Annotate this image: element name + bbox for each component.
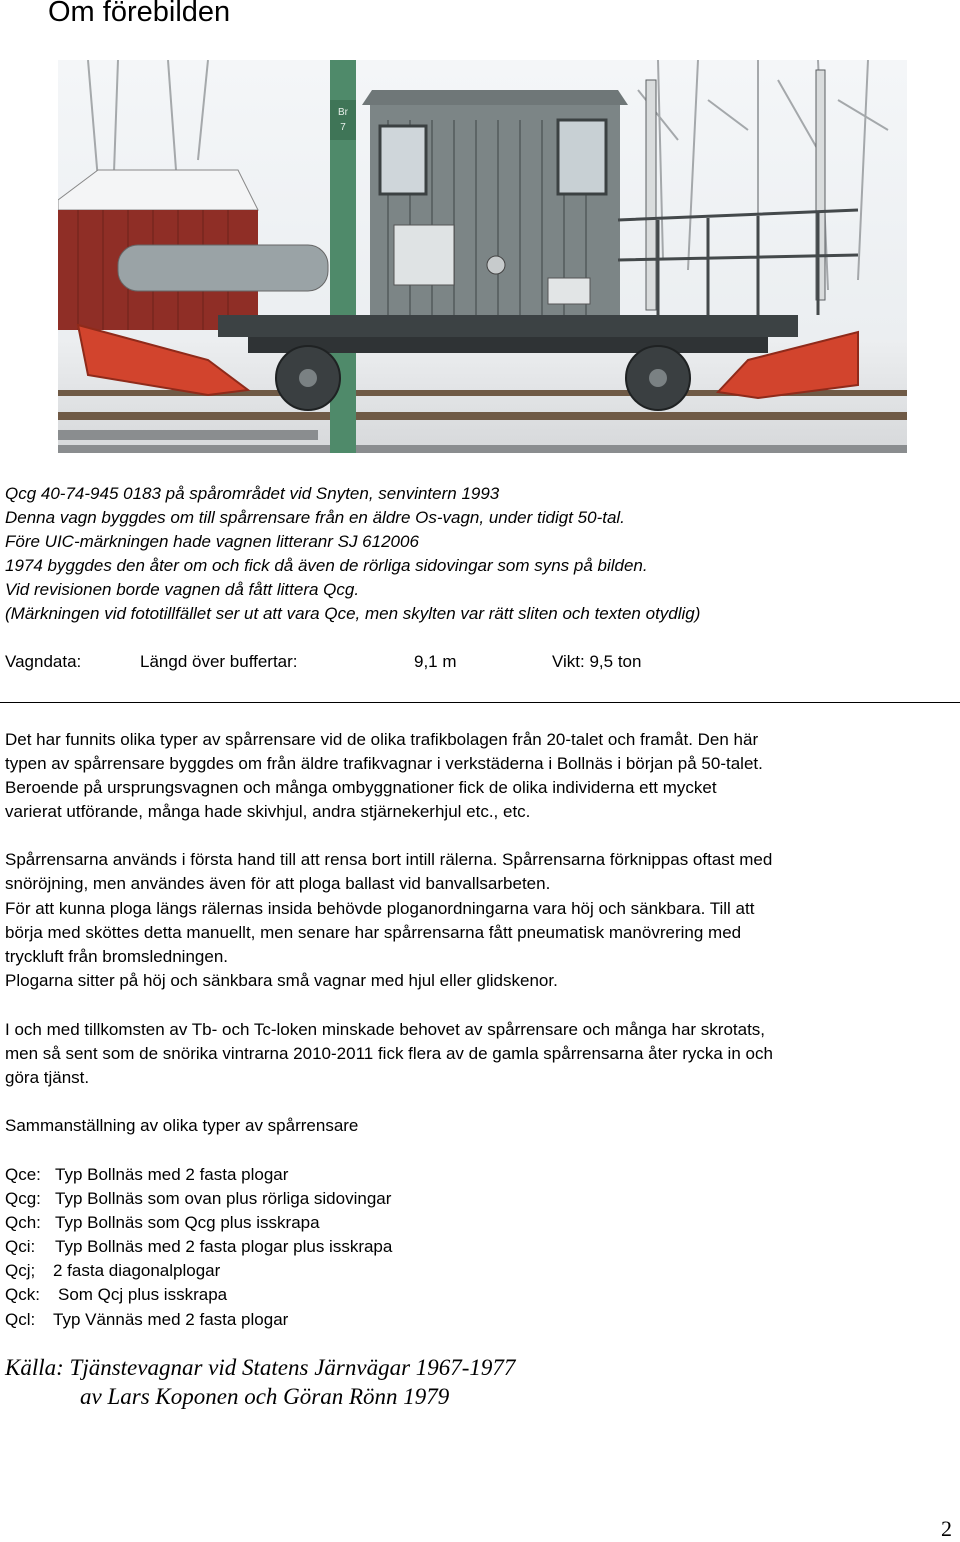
type-desc: Typ Bollnäs som ovan plus rörliga sidovingar (55, 1189, 392, 1208)
paragraph-line: varierat utförande, många hade skivhjul, andra stjärnekerhjul etc., etc. (5, 802, 531, 821)
signal-plate-line2: 7 (340, 122, 346, 133)
paragraph-line: typen av spårrensare byggdes om från äldre trafikvagnar i verkstäderna i Bollnäs i början på 50-talet. (5, 754, 763, 773)
type-code: Qcg: (5, 1189, 41, 1208)
paragraph-line: Beroende på ursprungsvagnen och många ombyggnationer fick de olika individerna ett mycket (5, 778, 717, 797)
paragraph-line: tryckluft från bromsledningen. (5, 947, 228, 966)
summary-heading: Sammanställning av olika typer av spårrensare (5, 1116, 359, 1135)
source-line-2: av Lars Koponen och Göran Rönn 1979 (80, 1384, 450, 1409)
paragraph-line: Det har funnits olika typer av spårrensare vid de olika trafikbolagen från 20-talet och framåt. Den här (5, 730, 759, 749)
weight-value: Vikt: 9,5 ton (552, 652, 642, 671)
paragraph-line: Plogarna sitter på höj och sänkbara små vagnar med hjul eller glidskenor. (5, 971, 558, 990)
type-desc: Som Qcj plus isskrapa (58, 1285, 228, 1304)
type-code: Qck: (5, 1285, 40, 1304)
length-label: Längd över buffertar: (140, 652, 298, 671)
source-line-1: Källa: Tjänstevagnar vid Statens Järnvägar 1967-1977 (5, 1355, 516, 1380)
paragraph-line: göra tjänst. (5, 1068, 90, 1087)
type-desc: Typ Bollnäs som Qcg plus isskrapa (55, 1213, 320, 1232)
type-desc: Typ Bollnäs med 2 fasta plogar (55, 1165, 289, 1184)
caption-line-3: Före UIC-märkningen hade vagnen litteranr SJ 612006 (5, 532, 419, 551)
page-title: Om förebilden (48, 0, 231, 28)
vagndata-label: Vagndata: (5, 652, 82, 671)
caption-line-1: Qcg 40-74-945 0183 på spårområdet vid Snyten, senvintern 1993 (5, 484, 500, 503)
signal-plate-line1: Br (338, 107, 348, 118)
type-code: Qcj; (5, 1261, 36, 1280)
paragraph-line: I och med tillkomsten av Tb- och Tc-loken minskade behovet av spårrensare och många har skrotats, (5, 1020, 766, 1039)
type-desc: Typ Bollnäs med 2 fasta plogar plus isskrapa (55, 1237, 393, 1256)
paragraph-line: snöröjning, men användes även för att ploga ballast vid banvallsarbeten. (5, 874, 551, 893)
type-code: Qch: (5, 1213, 41, 1232)
divider (0, 702, 960, 703)
caption-line-6: (Märkningen vid fototillfället ser ut att vara Qce, men skylten var rätt sliten och texten otydlig) (5, 604, 701, 623)
paragraph-line: Spårrensarna används i första hand till att rensa bort intill rälerna. Spårrensarna förknippas oftast med (5, 850, 773, 869)
caption-line-4: 1974 byggdes den åter om och fick då även de rörliga sidovingar som syns på bilden. (5, 556, 648, 575)
wagon-photo (58, 60, 907, 453)
type-desc: 2 fasta diagonalplogar (53, 1261, 221, 1280)
type-desc: Typ Vännäs med 2 fasta plogar (53, 1310, 289, 1329)
paragraph-line: börja med sköttes detta manuellt, men senare har spårrensarna fått pneumatisk manövrering med (5, 923, 742, 942)
type-code: Qci: (5, 1237, 36, 1256)
caption-line-2: Denna vagn byggdes om till spårrensare från en äldre Os-vagn, under tidigt 50-tal. (5, 508, 625, 527)
length-value: 9,1 m (414, 652, 457, 671)
paragraph-line: För att kunna ploga längs rälernas insida behövde ploganordningarna vara höj och sänkbara. Till att (5, 899, 755, 918)
type-code: Qce: (5, 1165, 41, 1184)
caption-line-5: Vid revisionen borde vagnen då fått littera Qcg. (5, 580, 360, 599)
page-number: 2 (941, 1516, 952, 1541)
type-code: Qcl: (5, 1310, 36, 1329)
paragraph-line: men så sent som de snörika vintrarna 2010-2011 fick flera av de gamla spårrensarna åter rycka in och (5, 1044, 773, 1063)
